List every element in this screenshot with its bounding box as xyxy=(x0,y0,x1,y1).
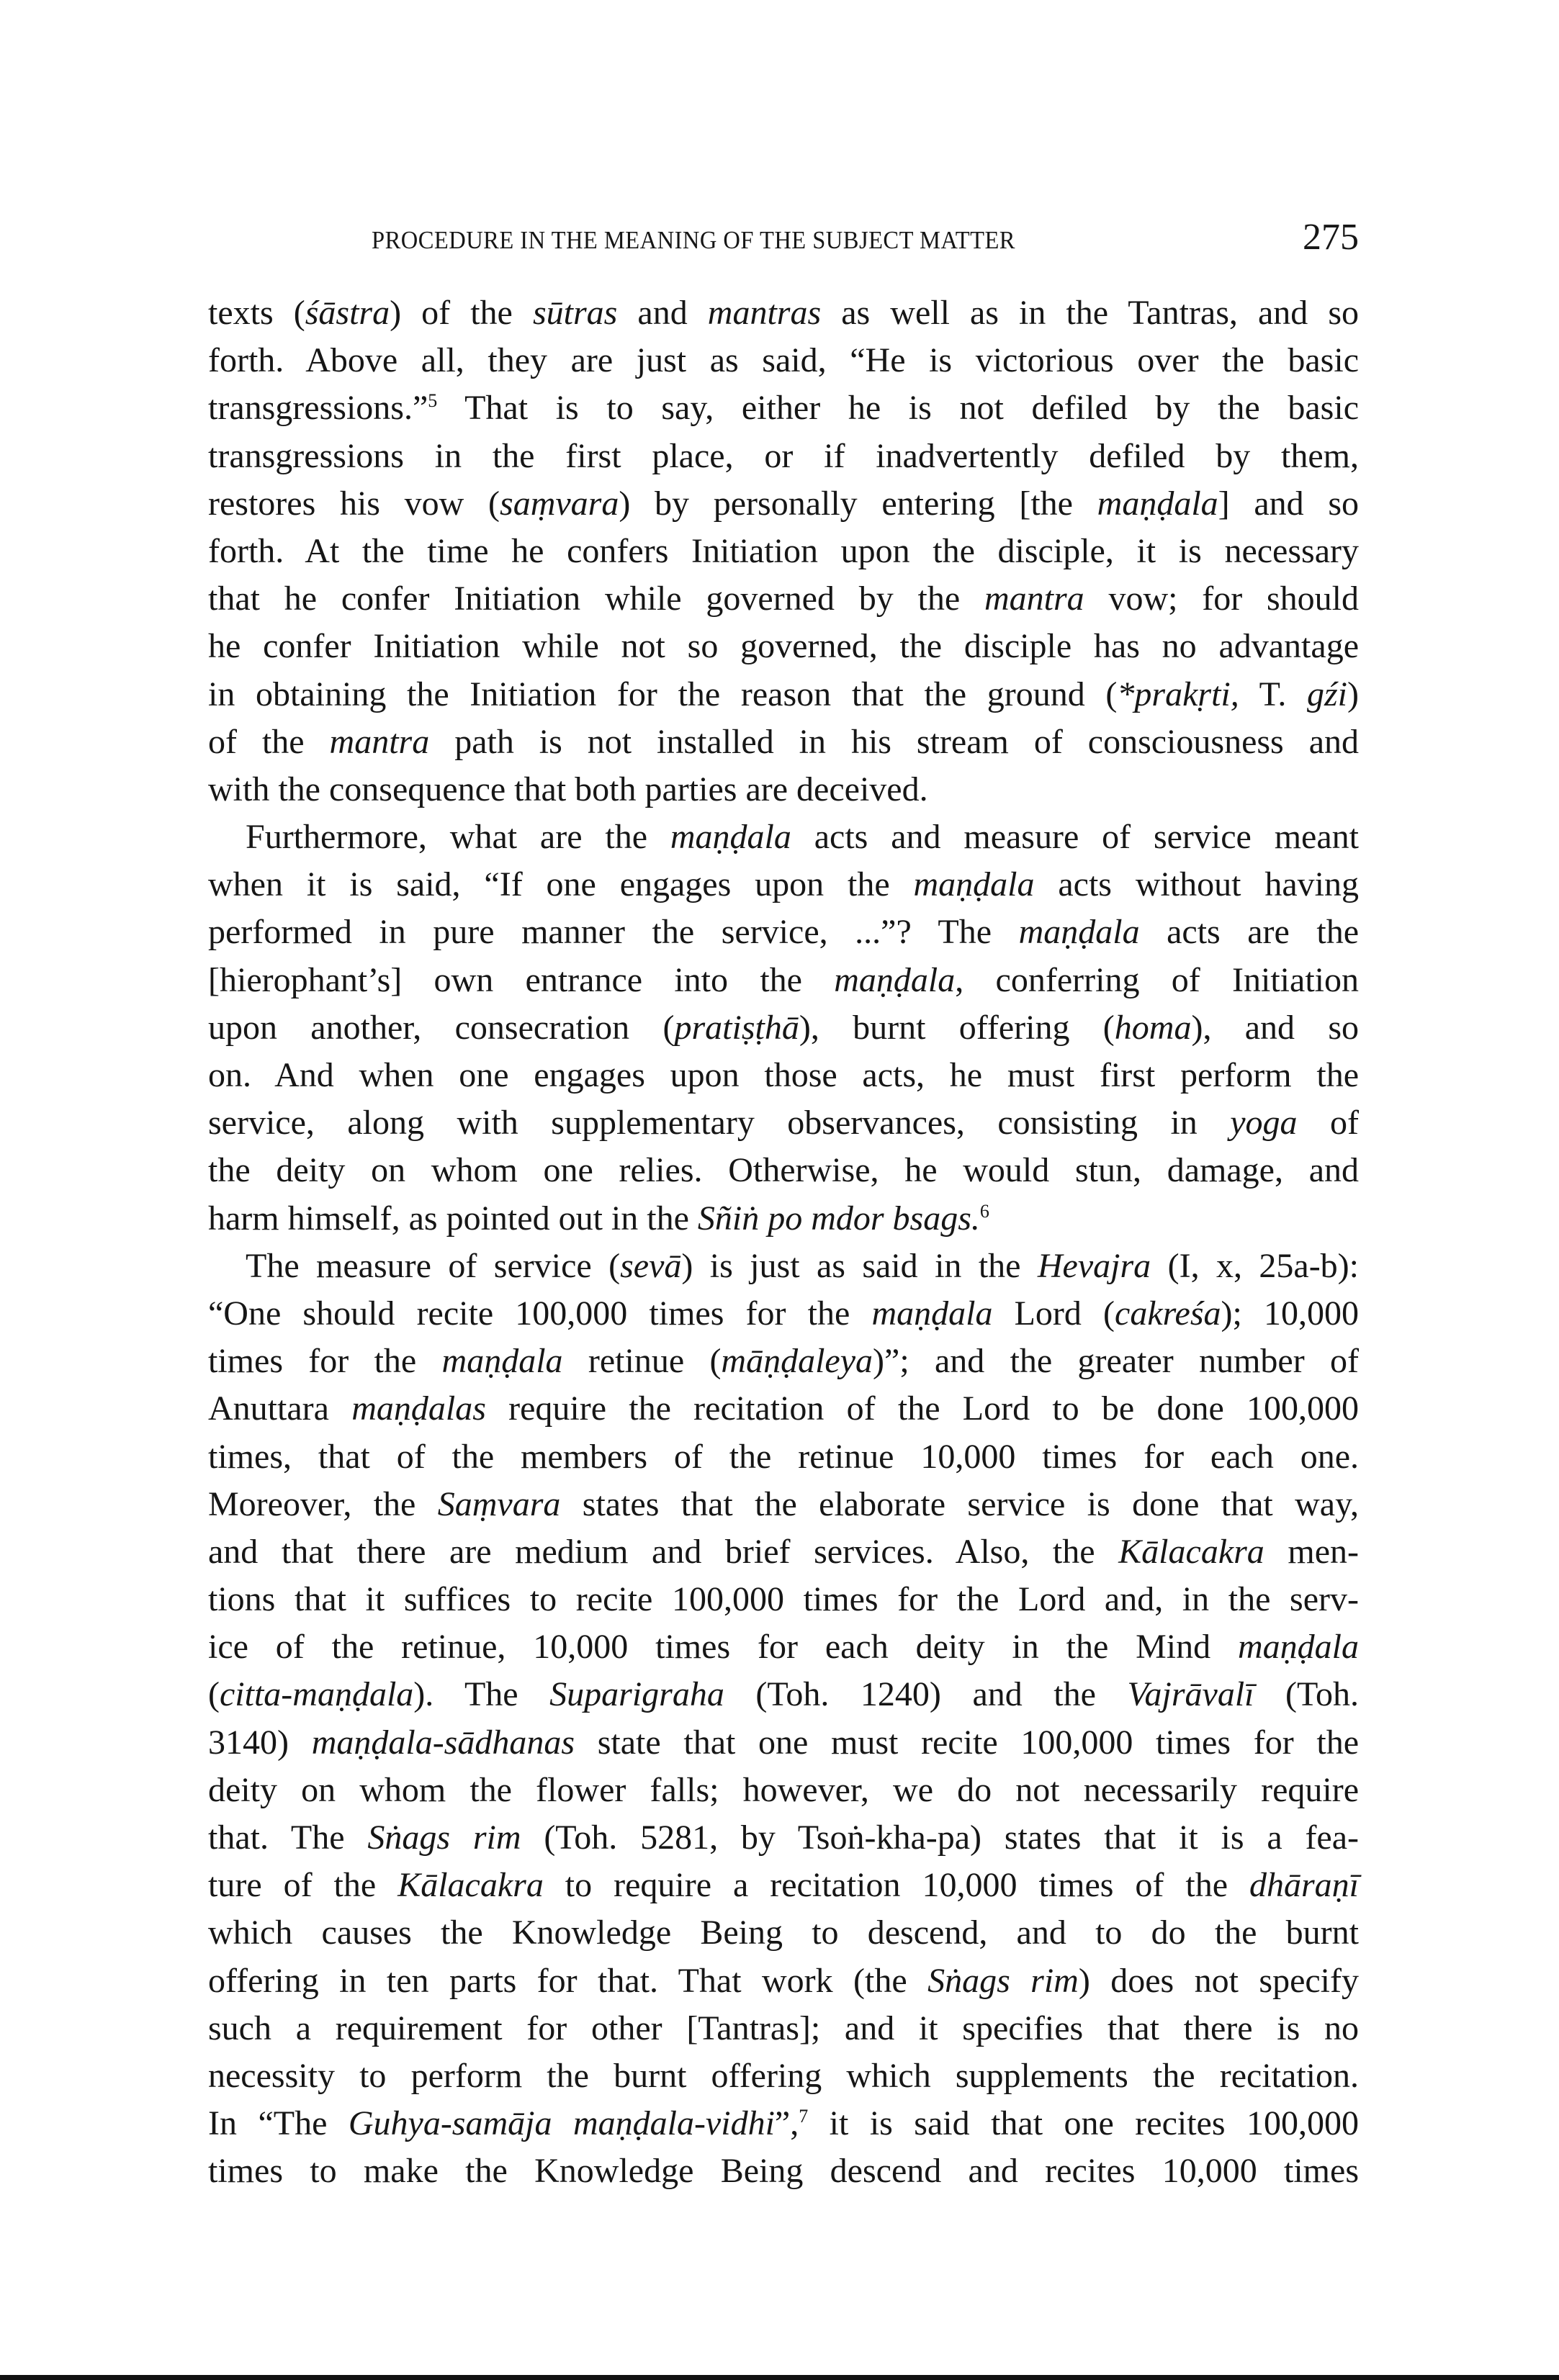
italic-term: Sṅags rim xyxy=(367,1818,521,1857)
italic-term: Hevajra xyxy=(1037,1246,1151,1285)
italic-term: citta-maṇḍala xyxy=(219,1675,414,1714)
text-line xyxy=(208,623,1359,670)
italic-term: Suparigraha xyxy=(549,1675,724,1714)
text-line xyxy=(208,1719,1359,1767)
text-run: that. The xyxy=(208,1818,368,1857)
text-run: harm himself, as pointed out in the xyxy=(208,1199,698,1238)
italic-term: māṇḍaleya xyxy=(721,1342,873,1381)
italic-term: yoga xyxy=(1230,1104,1298,1142)
text-run: Lord ( xyxy=(992,1294,1115,1333)
text-run: ). The xyxy=(413,1675,550,1714)
scan-edge xyxy=(0,2375,1559,2380)
italic-term: mantra xyxy=(984,580,1084,618)
text-run: ) by personally entering [the xyxy=(619,484,1097,523)
text-run: ), burnt offering ( xyxy=(799,1008,1115,1047)
text-run: 3140) xyxy=(208,1723,312,1762)
text-run: ) does not specify xyxy=(1078,1961,1360,2000)
text-run: men- xyxy=(1264,1532,1360,1571)
text-line xyxy=(208,861,1359,909)
text-run: ) is just as said in the xyxy=(681,1246,1038,1285)
text-line xyxy=(208,1338,1359,1385)
text-line xyxy=(208,718,1359,766)
text-run: offering in ten parts for that. That work (the xyxy=(208,1961,928,2000)
text-line xyxy=(208,1147,1359,1194)
text-run: deity on whom the flower falls; however, we do not necessarily require xyxy=(208,1770,1359,1809)
text-line xyxy=(208,1481,1359,1528)
italic-term: śāstra xyxy=(305,294,390,332)
italic-term: Sñiṅ po mdor bsags. xyxy=(697,1199,980,1238)
italic-term: saṃvara xyxy=(500,484,619,523)
text-run: [hierophant’s] own entrance into the xyxy=(208,960,835,999)
text-run: Furthermore, what are the xyxy=(246,818,670,857)
page-number: 275 xyxy=(1303,217,1359,258)
italic-term: maṇḍala xyxy=(441,1342,563,1381)
text-run: times, that of the members of the retinue 10,000 times for each one. xyxy=(208,1437,1359,1476)
text-run: upon another, consecration ( xyxy=(208,1008,675,1047)
text-run: of xyxy=(1297,1104,1360,1142)
text-line xyxy=(208,2100,1359,2147)
text-run: of the xyxy=(208,722,330,761)
italic-term: maṇḍala xyxy=(871,1294,993,1333)
italic-term: maṇḍala-sādhanas xyxy=(311,1723,575,1762)
text-run: restores his vow ( xyxy=(208,484,500,523)
text-run: in obtaining the Initiation for the reason that the ground ( xyxy=(208,675,1118,713)
text-run: as well as in the Tantras, and so xyxy=(821,294,1360,332)
text-run: transgressions.” xyxy=(208,389,428,428)
body-text xyxy=(208,289,1359,2196)
italic-term: cakreśa xyxy=(1115,1294,1221,1333)
text-line xyxy=(208,2147,1359,2195)
text-run: to require a recitation 10,000 times of the xyxy=(543,1866,1249,1905)
text-run: necessity to perform the burnt offering which supplements the recitation. xyxy=(208,2056,1359,2095)
text-run: ( xyxy=(208,1675,220,1714)
text-run: tions that it suffices to recite 100,000 times for the Lord and, in the serv- xyxy=(208,1580,1359,1619)
text-run: acts and measure of service meant xyxy=(791,818,1359,857)
text-run: ture of the xyxy=(208,1866,398,1905)
text-run: that he confer Initiation while governed by the xyxy=(208,580,984,618)
italic-term: *prakṛti, xyxy=(1117,675,1239,713)
text-line xyxy=(208,1385,1359,1433)
italic-term: Kālacakra xyxy=(397,1866,544,1905)
italic-term: maṇḍala xyxy=(913,865,1035,904)
text-line xyxy=(208,1243,1359,1290)
text-run: on. And when one engages upon those acts, he must first perform the xyxy=(208,1056,1359,1094)
text-line xyxy=(208,813,1359,861)
text-line xyxy=(208,1862,1359,1909)
text-line xyxy=(208,480,1359,528)
text-run: the deity on whom one relies. Otherwise, he would stun, damage, and xyxy=(208,1151,1359,1190)
text-line xyxy=(208,2005,1359,2052)
italic-term: maṇḍalas xyxy=(351,1389,486,1428)
text-line xyxy=(208,1195,1359,1243)
text-run: retinue ( xyxy=(562,1342,722,1381)
text-line xyxy=(208,1623,1359,1671)
text-run: times to make the Knowledge Being descend and recites 10,000 times xyxy=(208,2152,1359,2191)
text-run: Moreover, the xyxy=(208,1484,438,1523)
text-run: states that the elaborate service is done that way, xyxy=(560,1484,1359,1523)
text-line xyxy=(208,1909,1359,1957)
running-head: PROCEDURE IN THE MEANING OF THE SUBJECT MATTER xyxy=(372,226,1015,254)
italic-term: Vajrāvalī xyxy=(1127,1675,1254,1714)
text-line xyxy=(208,1433,1359,1481)
text-run: Anuttara xyxy=(208,1389,352,1428)
text-line xyxy=(208,337,1359,384)
italic-term: homa xyxy=(1114,1008,1192,1047)
italic-term: dhāraṇī xyxy=(1249,1866,1359,1905)
text-run: ] and so xyxy=(1218,484,1360,523)
italic-term: Guhya-samāja maṇḍala-vidhi xyxy=(348,2104,775,2143)
text-line xyxy=(208,1099,1359,1147)
text-run: such a requirement for other [Tantras]; and it specifies that there is no xyxy=(208,2009,1359,2047)
text-line xyxy=(208,1957,1359,2005)
italic-term: mantra xyxy=(329,722,430,761)
text-run: ); 10,000 xyxy=(1221,1294,1359,1333)
text-line xyxy=(208,909,1359,956)
text-run: (Toh. xyxy=(1254,1675,1360,1714)
text-run: (I, x, 25a-b): xyxy=(1151,1246,1360,1285)
text-line xyxy=(208,957,1359,1004)
italic-term: sūtras xyxy=(532,294,618,332)
text-run: and that there are medium and brief services. Also, the xyxy=(208,1532,1119,1571)
text-run: ) of the xyxy=(390,294,533,332)
text-run: ) xyxy=(1347,675,1359,713)
italic-term: mantras xyxy=(707,294,822,332)
text-run: )”; and the greater number of xyxy=(873,1342,1359,1381)
text-run: vow; for should xyxy=(1084,580,1360,618)
text-run: and xyxy=(617,294,708,332)
text-line xyxy=(208,289,1359,337)
text-run: , conferring of Initiation xyxy=(955,960,1359,999)
text-run: The measure of service ( xyxy=(246,1246,621,1285)
text-line xyxy=(208,528,1359,575)
text-line xyxy=(208,1814,1359,1862)
text-run: service, along with supplementary observances, consisting in xyxy=(208,1104,1231,1142)
text-run: performed in pure manner the service, ...”? The xyxy=(208,913,1019,952)
footnote-ref: 5 xyxy=(428,390,438,412)
text-run: (Toh. 5281, by Tsoṅ-kha-pa) states that it is a fea- xyxy=(521,1818,1360,1857)
italic-term: Sṅags rim xyxy=(927,1961,1079,2000)
italic-term: maṇḍala xyxy=(834,960,956,999)
text-run: ”, xyxy=(774,2104,799,2143)
text-run: state that one must recite 100,000 times for the xyxy=(575,1723,1360,1762)
text-run: which causes the Knowledge Being to descend, and to do the burnt xyxy=(208,1914,1359,1952)
text-run: ), and so xyxy=(1191,1008,1360,1047)
italic-term: pratiṣṭhā xyxy=(674,1008,799,1047)
text-line xyxy=(208,1290,1359,1338)
page-header xyxy=(372,216,1359,259)
text-line xyxy=(208,384,1359,432)
text-run: require the recitation of the Lord to be done 100,000 xyxy=(485,1389,1360,1428)
italic-term: maṇḍala xyxy=(1097,484,1218,523)
text-run: T. xyxy=(1239,675,1307,713)
footnote-ref: 6 xyxy=(979,1200,989,1222)
italic-term: maṇḍala xyxy=(670,818,791,857)
italic-term: maṇḍala xyxy=(1018,913,1140,952)
text-line xyxy=(208,1528,1359,1576)
text-run: ice of the retinue, 10,000 times for each deity in the Mind xyxy=(208,1628,1238,1667)
text-run: (Toh. 1240) and the xyxy=(724,1675,1128,1714)
text-run: That is to say, either he is not defiled by the basic xyxy=(437,389,1359,428)
text-run: times for the xyxy=(208,1342,442,1381)
text-line xyxy=(208,1671,1359,1718)
text-run: In “The xyxy=(208,2104,349,2143)
text-run: acts without having xyxy=(1034,865,1360,904)
text-run: it is said that one recites 100,000 xyxy=(808,2104,1359,2143)
text-line xyxy=(208,433,1359,480)
text-run: “One should recite 100,000 times for the xyxy=(208,1294,872,1333)
italic-term: Saṃvara xyxy=(437,1484,561,1523)
text-run: transgressions in the first place, or if inadvertently defiled by them, xyxy=(208,436,1359,475)
text-line xyxy=(208,2052,1359,2100)
italic-term: Kālacakra xyxy=(1118,1532,1264,1571)
italic-term: sevā xyxy=(620,1246,682,1285)
text-run: with the consequence that both parties are deceived. xyxy=(208,770,928,808)
text-run: forth. At the time he confers Initiation upon the disciple, it is necessary xyxy=(208,531,1359,570)
italic-term: maṇḍala xyxy=(1238,1628,1359,1667)
italic-term: gźi xyxy=(1307,675,1348,713)
text-run: acts are the xyxy=(1139,913,1360,952)
text-run: when it is said, “If one engages upon the xyxy=(208,865,914,904)
text-line xyxy=(208,671,1359,718)
text-line xyxy=(208,1576,1359,1623)
text-line xyxy=(208,766,1359,813)
text-run: forth. Above all, they are just as said, “He is victorious over the basic xyxy=(208,341,1359,380)
text-run: path is not installed in his stream of consciousness and xyxy=(429,722,1359,761)
text-line xyxy=(208,1767,1359,1814)
text-run: he confer Initiation while not so governed, the disciple has no advantage xyxy=(208,627,1359,666)
text-line xyxy=(208,575,1359,623)
text-run: texts ( xyxy=(208,294,305,332)
footnote-ref: 7 xyxy=(799,2106,809,2127)
text-line xyxy=(208,1052,1359,1099)
text-line xyxy=(208,1004,1359,1052)
